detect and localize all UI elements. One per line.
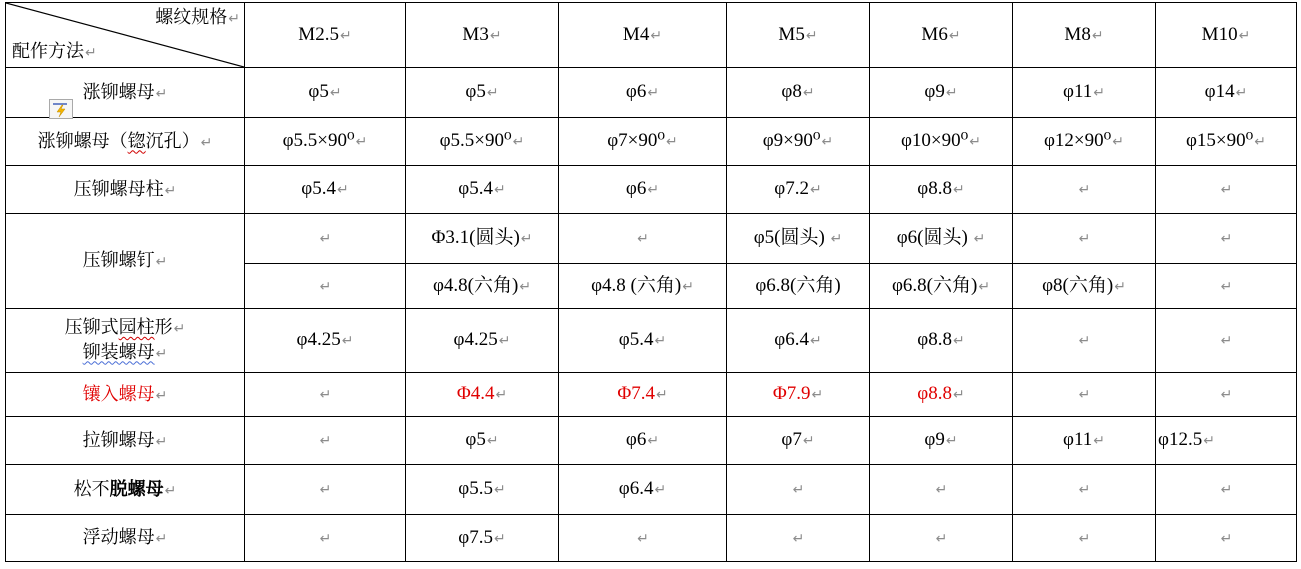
- value-cell: φ12×90⁰↵: [1013, 118, 1156, 166]
- return-arrow-icon: ↵: [1220, 530, 1233, 547]
- return-arrow-icon: ↵: [493, 530, 506, 547]
- return-arrow-icon: ↵: [173, 321, 186, 338]
- return-arrow-icon: ↵: [637, 530, 649, 547]
- return-arrow-icon: ↵: [155, 433, 168, 450]
- value-cell: [1156, 465, 1297, 515]
- value-cell: φ4.8(六角)↵: [406, 264, 559, 309]
- return-arrow-icon: ↵: [969, 134, 982, 151]
- return-arrow-icon: ↵: [489, 27, 502, 44]
- value-cell: [727, 515, 870, 562]
- value-cell: [1013, 373, 1156, 417]
- value-cell: φ5.5↵: [406, 465, 559, 515]
- return-arrow-icon: ↵: [1203, 433, 1215, 450]
- return-arrow-icon: ↵: [1220, 482, 1233, 499]
- value-cell: [1156, 515, 1297, 562]
- return-arrow-icon: ↵: [650, 27, 663, 44]
- header-row: [6, 3, 1297, 68]
- return-arrow-icon: ↵: [945, 85, 958, 102]
- thread-spec-table: [5, 2, 1297, 562]
- value-cell: φ5↵: [245, 68, 406, 118]
- method-label: 配作方法↵: [12, 41, 97, 63]
- value-cell: [1013, 515, 1156, 562]
- return-arrow-icon: ↵: [802, 85, 815, 102]
- value-cell: φ5(圆头) ↵: [727, 214, 870, 264]
- table-row: [6, 373, 1297, 417]
- value-cell: φ7↵: [727, 417, 870, 465]
- return-arrow-icon: ↵: [493, 482, 506, 499]
- value-cell: φ6(圆头) ↵: [870, 214, 1013, 264]
- return-arrow-icon: ↵: [319, 387, 332, 404]
- return-arrow-icon: ↵: [654, 333, 667, 350]
- return-arrow-icon: ↵: [1235, 85, 1248, 102]
- return-arrow-icon: ↵: [647, 433, 660, 450]
- return-arrow-icon: ↵: [792, 530, 805, 547]
- value-cell: [559, 515, 727, 562]
- return-arrow-icon: ↵: [821, 134, 834, 151]
- return-arrow-icon: ↵: [682, 278, 694, 295]
- value-cell: φ8↵: [727, 68, 870, 118]
- value-cell: φ6.8(六角): [727, 264, 870, 309]
- value-cell: φ11↵: [1013, 68, 1156, 118]
- value-cell: φ5↵: [406, 68, 559, 118]
- return-arrow-icon: ↵: [495, 387, 508, 404]
- value-cell: [1156, 309, 1297, 373]
- value-cell: φ5.4↵: [406, 166, 559, 214]
- value-cell: φ8(六角)↵: [1013, 264, 1156, 309]
- value-cell: φ15×90⁰↵: [1156, 118, 1297, 166]
- return-arrow-icon: ↵: [319, 231, 332, 248]
- value-cell: φ8.8↵: [870, 166, 1013, 214]
- return-arrow-icon: ↵: [809, 182, 822, 199]
- return-arrow-icon: ↵: [155, 531, 168, 548]
- value-cell: Φ7.4↵: [559, 373, 727, 417]
- value-cell: φ11↵: [1013, 417, 1156, 465]
- method-cell: 松不脱螺母↵: [6, 465, 245, 515]
- return-arrow-icon: ↵: [945, 433, 958, 450]
- return-arrow-icon: ↵: [655, 387, 668, 404]
- method-cell: 浮动螺母↵: [6, 515, 245, 562]
- return-arrow-icon: ↵: [805, 27, 818, 44]
- return-arrow-icon: ↵: [228, 11, 240, 27]
- return-arrow-icon: ↵: [952, 182, 965, 199]
- size-header-m3: M3↵: [406, 3, 559, 68]
- return-arrow-icon: ↵: [1091, 27, 1104, 44]
- return-arrow-icon: ↵: [830, 231, 843, 248]
- return-arrow-icon: ↵: [935, 482, 948, 499]
- method-cell: 涨铆螺母↵: [6, 68, 245, 118]
- value-cell: Φ4.4↵: [406, 373, 559, 417]
- value-cell: φ5.5×90⁰↵: [406, 118, 559, 166]
- return-arrow-icon: ↵: [319, 278, 332, 295]
- return-arrow-icon: ↵: [952, 387, 965, 404]
- return-arrow-icon: ↵: [1078, 530, 1091, 547]
- return-arrow-icon: ↵: [948, 27, 961, 44]
- return-arrow-icon: ↵: [1078, 482, 1091, 499]
- value-cell: [245, 214, 406, 264]
- value-cell: φ4.25↵: [245, 309, 406, 373]
- value-cell: φ5.4↵: [245, 166, 406, 214]
- return-arrow-icon: ↵: [637, 231, 649, 248]
- return-arrow-icon: ↵: [647, 182, 660, 199]
- table-row: [6, 515, 1297, 562]
- size-header-m2-5: M2.5↵: [245, 3, 406, 68]
- return-arrow-icon: ↵: [319, 530, 332, 547]
- value-cell: [1156, 214, 1297, 264]
- value-cell: φ6↵: [559, 68, 727, 118]
- return-arrow-icon: ↵: [200, 134, 213, 151]
- return-arrow-icon: ↵: [329, 85, 342, 102]
- value-cell: φ6↵: [559, 417, 727, 465]
- size-header-m6: M6↵: [870, 3, 1013, 68]
- value-cell: φ6↵: [559, 166, 727, 214]
- corner-header-cell: [6, 3, 245, 68]
- method-cell: 镶入螺母↵: [6, 373, 245, 417]
- return-arrow-icon: ↵: [935, 530, 948, 547]
- table-row: [6, 309, 1297, 373]
- table-row: [6, 118, 1297, 166]
- return-arrow-icon: ↵: [1078, 387, 1091, 404]
- size-header-m10: M10↵: [1156, 3, 1297, 68]
- return-arrow-icon: ↵: [647, 85, 660, 102]
- return-arrow-icon: ↵: [355, 134, 368, 151]
- return-arrow-icon: ↵: [952, 333, 965, 350]
- return-arrow-icon: ↵: [1078, 333, 1091, 350]
- return-arrow-icon: ↵: [341, 333, 354, 350]
- value-cell: [727, 465, 870, 515]
- value-cell: Φ7.9↵: [727, 373, 870, 417]
- value-cell: [1013, 309, 1156, 373]
- method-cell: 压铆螺钉↵: [6, 214, 245, 309]
- return-arrow-icon: ↵: [155, 345, 168, 362]
- value-cell: φ9×90⁰↵: [727, 118, 870, 166]
- return-arrow-icon: ↵: [1220, 182, 1233, 199]
- return-arrow-icon: ↵: [85, 45, 97, 62]
- return-arrow-icon: ↵: [1220, 231, 1233, 248]
- return-arrow-icon: ↵: [1220, 278, 1233, 295]
- return-arrow-icon: ↵: [654, 482, 667, 499]
- return-arrow-icon: ↵: [1220, 387, 1233, 404]
- value-cell: [1013, 166, 1156, 214]
- return-arrow-icon: ↵: [1093, 433, 1105, 450]
- return-arrow-icon: ↵: [486, 85, 499, 102]
- return-arrow-icon: ↵: [519, 278, 532, 295]
- size-header-m5: M5↵: [727, 3, 870, 68]
- value-cell: [245, 465, 406, 515]
- return-arrow-icon: ↵: [319, 482, 332, 499]
- size-header-m4: M4↵: [559, 3, 727, 68]
- value-cell: φ4.8 (六角)↵: [559, 264, 727, 309]
- return-arrow-icon: ↵: [319, 433, 332, 450]
- return-arrow-icon: ↵: [1112, 134, 1125, 151]
- value-cell: [245, 417, 406, 465]
- return-arrow-icon: ↵: [1093, 85, 1105, 102]
- return-arrow-icon: ↵: [1254, 134, 1267, 151]
- value-cell: Φ3.1(圆头)↵: [406, 214, 559, 264]
- value-cell: [1156, 373, 1297, 417]
- return-arrow-icon: ↵: [811, 387, 824, 404]
- return-arrow-icon: ↵: [498, 333, 511, 350]
- return-arrow-icon: ↵: [809, 333, 822, 350]
- return-arrow-icon: ↵: [792, 482, 805, 499]
- return-arrow-icon: ↵: [1114, 278, 1126, 295]
- value-cell: φ6.4↵: [559, 465, 727, 515]
- value-cell: φ10×90⁰↵: [870, 118, 1013, 166]
- value-cell: [245, 373, 406, 417]
- return-arrow-icon: ↵: [155, 254, 168, 271]
- table-row: [6, 417, 1297, 465]
- return-arrow-icon: ↵: [164, 182, 177, 199]
- table-row: [6, 68, 1297, 118]
- return-arrow-icon: ↵: [802, 433, 815, 450]
- return-arrow-icon: ↵: [155, 85, 168, 102]
- method-cell: 压铆式园柱形↵ 铆装螺母↵: [6, 309, 245, 373]
- value-cell: φ9↵: [870, 68, 1013, 118]
- value-cell: φ12.5↵: [1156, 417, 1297, 465]
- value-cell: φ5↵: [406, 417, 559, 465]
- value-cell: φ9↵: [870, 417, 1013, 465]
- return-arrow-icon: ↵: [493, 182, 506, 199]
- value-cell: φ6.8(六角)↵: [870, 264, 1013, 309]
- value-cell: [1013, 465, 1156, 515]
- return-arrow-icon: ↵: [978, 278, 991, 295]
- value-cell: [245, 515, 406, 562]
- size-header-m8: M8↵: [1013, 3, 1156, 68]
- value-cell: [1156, 166, 1297, 214]
- return-arrow-icon: ↵: [973, 231, 986, 248]
- method-cell: 涨铆螺母（锪沉孔）↵: [6, 118, 245, 166]
- return-arrow-icon: ↵: [155, 387, 168, 404]
- return-arrow-icon: ↵: [486, 433, 499, 450]
- value-cell: [870, 515, 1013, 562]
- value-cell: [1156, 264, 1297, 309]
- return-arrow-icon: ↵: [512, 134, 525, 151]
- return-arrow-icon: ↵: [164, 482, 177, 499]
- table-row: [6, 166, 1297, 214]
- value-cell: [870, 465, 1013, 515]
- thread-spec-label: 螺纹规格↵: [155, 7, 240, 28]
- value-cell: φ8.8↵: [870, 373, 1013, 417]
- value-cell: [1013, 214, 1156, 264]
- return-arrow-icon: ↵: [336, 182, 349, 199]
- value-cell: φ5.5×90⁰↵: [245, 118, 406, 166]
- anchor-lightning-icon[interactable]: [49, 99, 73, 119]
- return-arrow-icon: ↵: [339, 27, 352, 44]
- return-arrow-icon: ↵: [1220, 333, 1233, 350]
- table-row: [6, 214, 1297, 264]
- return-arrow-icon: ↵: [1078, 182, 1091, 199]
- value-cell: φ14↵: [1156, 68, 1297, 118]
- value-cell: φ5.4↵: [559, 309, 727, 373]
- value-cell: φ6.4↵: [727, 309, 870, 373]
- return-arrow-icon: ↵: [666, 134, 678, 151]
- value-cell: φ7.5↵: [406, 515, 559, 562]
- value-cell: φ7.2↵: [727, 166, 870, 214]
- method-cell: 压铆螺母柱↵: [6, 166, 245, 214]
- value-cell: [245, 264, 406, 309]
- value-cell: φ7×90⁰↵: [559, 118, 727, 166]
- value-cell: [559, 214, 727, 264]
- method-cell: 拉铆螺母↵: [6, 417, 245, 465]
- return-arrow-icon: ↵: [1078, 231, 1091, 248]
- value-cell: φ8.8↵: [870, 309, 1013, 373]
- value-cell: φ4.25↵: [406, 309, 559, 373]
- table-row: [6, 465, 1297, 515]
- return-arrow-icon: ↵: [1238, 27, 1251, 44]
- return-arrow-icon: ↵: [520, 231, 533, 248]
